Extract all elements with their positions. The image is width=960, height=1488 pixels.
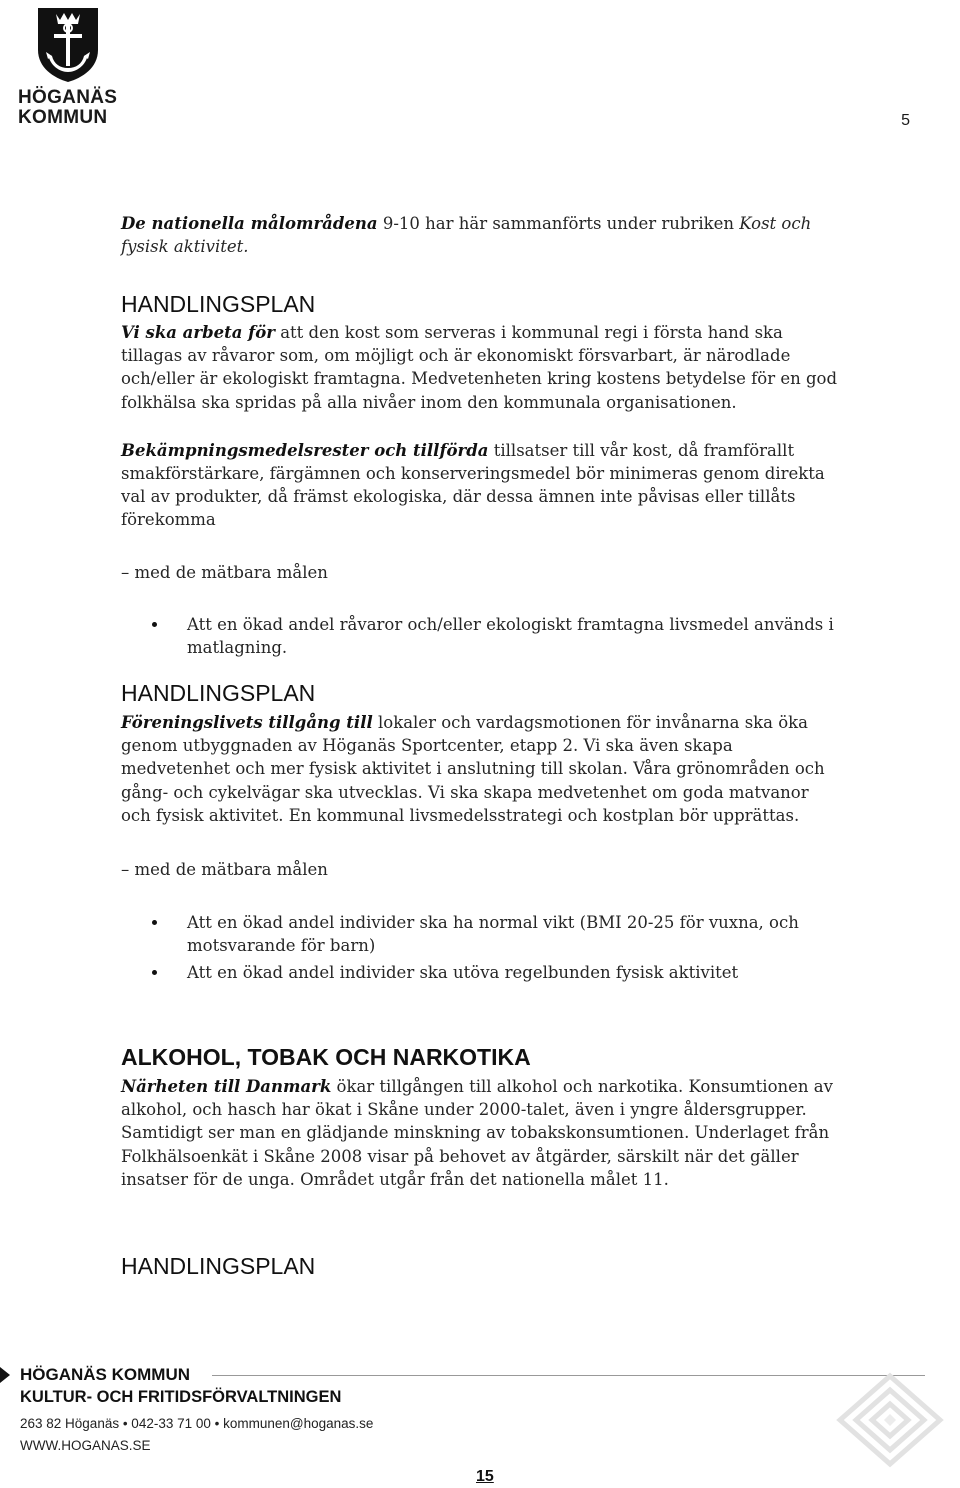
plan3-heading: HANDLINGSPLAN: [121, 1253, 316, 1279]
footer-org: HÖGANÄS KOMMUN: [20, 1365, 190, 1384]
plan2-paragraph-1: [121, 711, 841, 827]
plan1-target-1: Att en ökad andel råvaror och/eller ekologiskt framtagna livsmedel används i matlagning.: [187, 614, 834, 657]
plan2-p1-text: lokaler och vardagsmotionen för invånarna ska öka genom utbyggnaden av Höganäs Sportcenter, etapp 2. Vi ska även skapa medvetenhet och mer fysisk aktivitet i anslutning till skolan. Våra grönområden och gång- och cykelvägar ska utvecklas. Vi ska skapa medvetenhet om goda matvanor och fysisk aktivitet. En kommunal livsmedelsstrategi och kostplan bör upprättas.: [121, 713, 825, 825]
logo-line-2: KOMMUN: [18, 107, 108, 128]
plan2-p1-lead: Föreningslivets tillgång till: [121, 713, 373, 732]
intro-italic: Kost och fysisk aktivitet.: [121, 214, 812, 257]
list-item: [121, 961, 841, 984]
intro-lead: De nationella målområdena: [121, 214, 378, 233]
plan1-p2-lead: Bekämpningsmedelsrester och tillförda: [121, 440, 489, 460]
plan1-p1-text: att den kost som serveras i kommunal regi i första hand ska tillagas av råvaror som, om möjligt och är ekonomiskt försvarbart, är närodlade och/eller är ekologiskt framtagna. Medvetenheten kring kostens betydelse för en god folkhälsa ska spridas på alla nivåer inom den kommunala organisationen.: [121, 323, 838, 412]
footer-page-number: 15: [476, 1468, 494, 1485]
section3-paragraph-1: [121, 1075, 841, 1191]
section3-p1-lead: Närheten till Danmark: [121, 1077, 332, 1096]
bullet-icon: [152, 622, 157, 627]
bullet-icon: [152, 920, 157, 925]
footer-divider: [212, 1375, 925, 1376]
plan2-target-1: Att en ökad andel individer ska ha normal vikt (BMI 20-25 för vuxna, och motsvarande för barn): [187, 913, 799, 956]
plan3-block: [121, 1251, 841, 1281]
plan1-targets-label: – med de mätbara målen: [121, 562, 328, 582]
plan1-p2-text: tillsatser till vår kost, då framförallt smakförstärkare, färgämnen och konserveringsmedel bör minimeras genom direkta val av produkter, då främst ekologiska, där dessa ämnen inte påvisas eller tillåts förekomma: [121, 440, 825, 530]
plan1-heading: HANDLINGSPLAN: [121, 291, 316, 317]
list-item: [121, 613, 841, 659]
logo-line-1: HÖGANÄS: [18, 87, 118, 108]
anchor-crest-icon: [34, 4, 102, 84]
bullet-icon: [152, 970, 157, 975]
plan2-target-2: Att en ökad andel individer ska utöva regelbunden fysisk aktivitet: [187, 963, 739, 983]
section3-p1-text: ökar tillgången till alkohol och narkotika. Konsumtionen av alkohol, och hasch har ökat i Skåne under 2000-talet, även i yngre åldersgrupper. Samtidigt ser man en glädjande minskning av tobakskonsumtionen. Underlaget från Folkhälsoenkät i Skåne 2008 visar på behovet av åtgärder, särskilt när det gäller insatser för de unga. Området utgår från det nationella målet 11.: [121, 1077, 833, 1189]
plan1-target-list: [121, 613, 841, 659]
plan2-target-list: [121, 911, 841, 984]
section3-heading: ALKOHOL, TOBAK OCH NARKOTIKA: [121, 1044, 531, 1070]
footer-dept: KULTUR- OCH FRITIDSFÖRVALTNINGEN: [20, 1388, 342, 1406]
plan1-paragraph-1: [121, 321, 841, 414]
plan1-p1-lead: Vi ska arbeta för: [121, 323, 275, 342]
intro-block: [121, 212, 841, 258]
intro-text: 9-10 har här sammanförts under rubriken: [377, 214, 740, 233]
footer-address: 263 82 Höganäs • 042-33 71 00 • kommunen@hoganas.se: [20, 1416, 374, 1431]
decorative-pattern-icon: [834, 1370, 946, 1470]
page-number: 5: [901, 112, 910, 129]
footer-web-link[interactable]: WWW.HOGANAS.SE: [20, 1438, 151, 1453]
plan1-paragraph-2: [121, 439, 841, 532]
plan2-targets-label: – med de mätbara målen: [121, 860, 328, 880]
section3-block: [121, 1042, 841, 1191]
hoganas-logo: [18, 4, 118, 128]
plan1-block: [121, 289, 841, 659]
footer-title-row: [0, 1364, 960, 1386]
intro-paragraph: [121, 212, 841, 258]
play-arrow-icon: [0, 1367, 10, 1383]
list-item: [121, 911, 841, 957]
plan2-block: [121, 678, 841, 984]
plan2-heading: HANDLINGSPLAN: [121, 680, 316, 706]
footer: [0, 1362, 960, 1488]
